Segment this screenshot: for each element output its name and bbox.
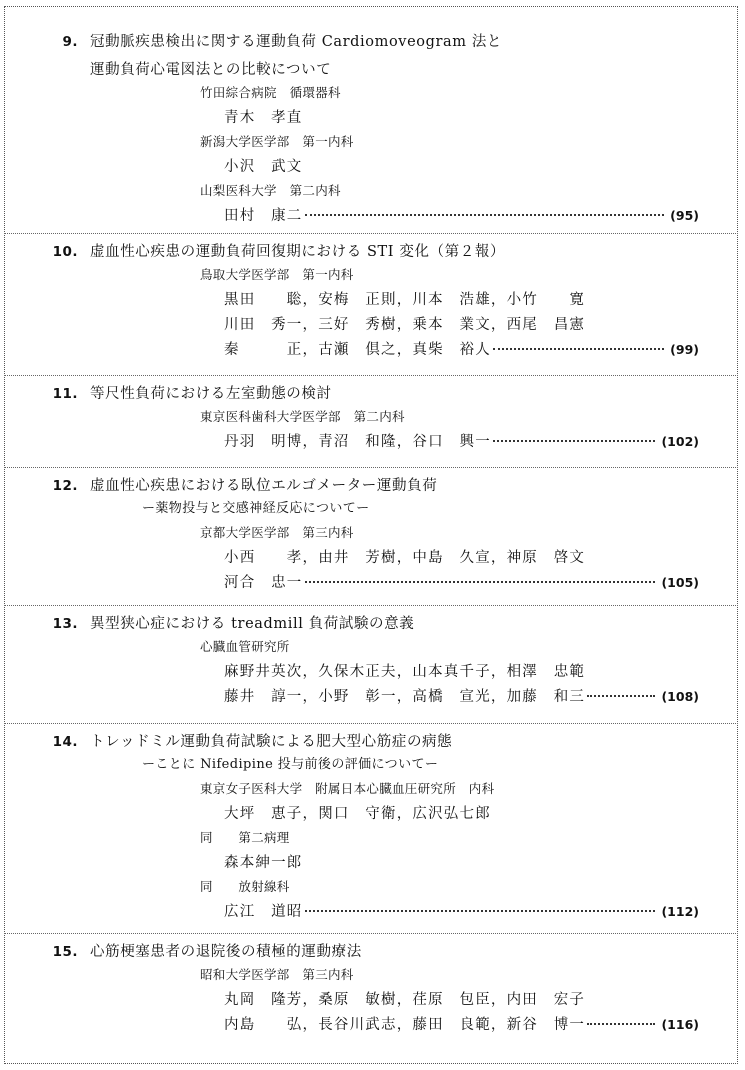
entry-title: トレッドミル運動負荷試験による肥大型心筋症の病態 — [90, 734, 453, 750]
author-names: 内島 弘，長谷川武志，藤田 良範，新谷 博一 — [224, 1017, 586, 1033]
author-line — [224, 573, 699, 593]
entry-number: 15. — [52, 944, 78, 960]
author-line — [224, 902, 699, 922]
author-line — [224, 548, 699, 568]
author-line — [224, 990, 699, 1010]
author-names: 森本紳一郎 — [224, 855, 303, 871]
page-number: (102) — [661, 434, 699, 449]
page-number: (105) — [661, 575, 699, 590]
author-names: 大坪 恵子，関口 守衛，広沢弘七郎 — [224, 806, 491, 822]
entry-number: 11. — [52, 386, 78, 402]
author-line — [224, 1015, 699, 1035]
entry-title: 虚血性心疾患の運動負荷回復期における STI 変化（第２報） — [90, 244, 506, 260]
entry-number: 9. — [62, 34, 78, 50]
author-line — [224, 853, 699, 873]
affiliation: 同 放射線科 — [200, 879, 290, 894]
entry-number: 13. — [52, 616, 78, 632]
affiliation: 山梨医科大学 第二内科 — [200, 183, 341, 198]
author-names: 藤井 諄一，小野 彰一，高橋 宣光，加藤 和三 — [224, 689, 586, 705]
dot-leader — [587, 694, 655, 697]
author-names: 丹羽 明博，青沼 和隆，谷口 興一 — [224, 434, 491, 450]
affiliation: 新潟大学医学部 第一内科 — [200, 134, 354, 149]
affiliation: 心臓血管研究所 — [200, 639, 290, 654]
section-divider — [4, 605, 738, 606]
affiliation: 同 第二病理 — [200, 830, 290, 845]
author-line — [224, 804, 699, 824]
page-number: (112) — [661, 904, 699, 919]
author-names: 小沢 武文 — [224, 159, 303, 175]
section-divider — [4, 723, 738, 724]
author-names: 丸岡 隆芳，桑原 敏樹，荏原 包臣，内田 宏子 — [224, 992, 586, 1008]
section-divider — [4, 933, 738, 934]
entry-title: 心筋梗塞患者の退院後の積極的運動療法 — [90, 944, 362, 960]
entry-title: 冠動脈疾患検出に関する運動負荷 Cardiomoveogram 法と — [90, 34, 503, 50]
dot-leader — [493, 439, 656, 442]
section-divider — [4, 233, 738, 234]
author-line — [224, 290, 699, 310]
dot-leader — [305, 909, 656, 912]
page-number: (108) — [661, 689, 699, 704]
entry-title: 等尺性負荷における左室動態の検討 — [90, 386, 332, 402]
author-line — [224, 206, 699, 226]
affiliation: 昭和大学医学部 第三内科 — [200, 967, 354, 982]
author-names: 麻野井英次，久保木正夫，山本真千子，相澤 忠範 — [224, 664, 586, 680]
author-names: 川田 秀一，三好 秀樹，乗本 業文，西尾 昌憲 — [224, 317, 586, 333]
entry-title: 運動負荷心電図法との比較について — [90, 62, 332, 78]
author-line — [224, 108, 699, 128]
author-names: 黒田 聡，安梅 正則，川本 浩雄，小竹 寛 — [224, 292, 586, 308]
affiliation: 鳥取大学医学部 第一内科 — [200, 267, 354, 282]
affiliation: 東京医科歯科大学医学部 第二内科 — [200, 409, 405, 424]
author-line — [224, 687, 699, 707]
author-line — [224, 432, 699, 452]
affiliation: 京都大学医学部 第三内科 — [200, 525, 354, 540]
author-line — [224, 157, 699, 177]
affiliation: 東京女子医科大学 附属日本心臓血圧研究所 内科 — [200, 781, 495, 796]
entry-number: 14. — [52, 734, 78, 750]
author-names: 田村 康二 — [224, 208, 303, 224]
author-line — [224, 662, 699, 682]
entry-number: 10. — [52, 244, 78, 260]
dot-leader — [305, 213, 665, 216]
author-names: 青木 孝直 — [224, 110, 303, 126]
author-names: 河合 忠一 — [224, 575, 303, 591]
entry-title: 虚血性心疾患における臥位エルゴメーター運動負荷 — [90, 478, 438, 494]
author-names: 秦 正，古瀬 倶之，真柴 裕人 — [224, 342, 491, 358]
affiliation: 竹田綜合病院 循環器科 — [200, 85, 341, 100]
dot-leader — [587, 1022, 655, 1025]
page-number: (95) — [670, 208, 699, 223]
author-line — [224, 340, 699, 360]
entry-subtitle: ーことに Nifedipine 投与前後の評価についてー — [142, 757, 439, 772]
author-names: 広江 道昭 — [224, 904, 303, 920]
author-line — [224, 315, 699, 335]
author-names: 小西 孝，由井 芳樹，中島 久宣，神原 啓文 — [224, 550, 586, 566]
section-divider — [4, 467, 738, 468]
entry-title: 異型狭心症における treadmill 負荷試験の意義 — [90, 616, 415, 632]
section-divider — [4, 375, 738, 376]
page-number: (116) — [661, 1017, 699, 1032]
page-number: (99) — [670, 342, 699, 357]
entry-subtitle: ー薬物投与と交感神経反応についてー — [142, 501, 370, 516]
entry-number: 12. — [52, 478, 78, 494]
dot-leader — [493, 347, 664, 350]
dot-leader — [305, 580, 656, 583]
